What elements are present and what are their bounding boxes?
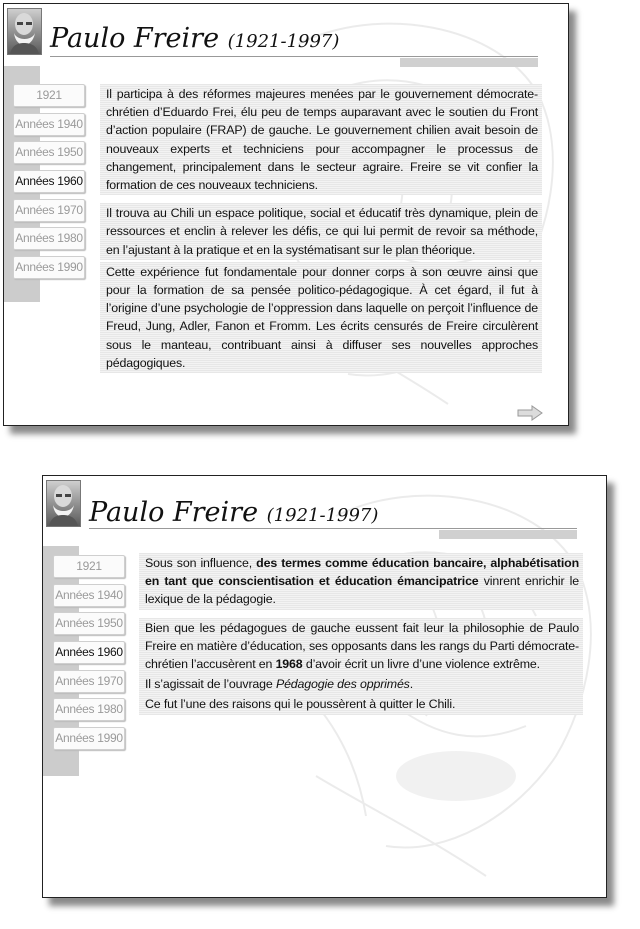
- p3-suffix: .: [409, 677, 414, 692]
- tab-1960s[interactable]: Années 1960: [13, 170, 85, 193]
- page-title: [50, 23, 339, 54]
- tab-1950s[interactable]: Années 1950: [53, 612, 125, 635]
- tab-1921[interactable]: 1921: [53, 555, 125, 578]
- main-content: [100, 84, 542, 373]
- book-title: Pédagogie des opprimés: [275, 677, 410, 692]
- tab-1950s[interactable]: Années 1950: [13, 141, 85, 164]
- tab-1960s[interactable]: Années 1960: [53, 641, 125, 664]
- screen-2: [42, 475, 607, 898]
- title-years: (1921-1997): [227, 31, 340, 52]
- decade-tabs: [53, 555, 125, 756]
- tab-1970s[interactable]: Années 1970: [53, 670, 125, 693]
- p3-prefix: Il s’agissait de l’ouvrage: [145, 677, 276, 692]
- p2-year: 1968: [275, 657, 303, 672]
- paragraph-1: Il participa à des réformes majeures menées par le gouvernement démocrate-chrétien d’Eduardo Frei, élu peu de temps auparavant avec le soutien du Front d’action populaire (FRAP) de gauche. Le gouvernement chilien avait besoin de nouveaux experts et techniciens pour accompagner le processus de changement, principalement dans le secteur agraire. Freire se vit confier la formation de ces nouveaux techniciens.: [100, 84, 542, 195]
- paragraph-3: Cette expérience fut fondamentale pour donner corps à son œuvre ainsi que pour la formation de sa pensée politico-pédagogique. À cet égard, il fut à l’origine d’une psychologie de l’oppression dans laquelle on perçoit l’influence de Freud, Jung, Adler, Fanon et Fromm. Les écrits censurés de Freire circulèrent sous le manteau, contribuant ainsi à diffuser ses nouvelles approches pédagogiques.: [100, 262, 542, 373]
- tab-1940s[interactable]: Années 1940: [13, 113, 85, 136]
- paragraph-2: Il trouva au Chili un espace politique, social et éducatif très dynamique, plein de ressources et enclin à relever les défis, ce qui lui permit de revoir sa méthode, en l’ajustant à la pratique et en la systématisant sur le plan théorique.: [100, 203, 542, 260]
- freire-portrait-thumbnail: [7, 8, 42, 55]
- title-name: Paulo Freire: [89, 497, 259, 528]
- p2-prefix: Bien que les pédagogues de gauche eussent fait leur la philosophie de Paulo Freire en matière d’éducation, ses opposants dans les rangs du Parti démocrate-chrétien l’accusèrent en: [145, 620, 579, 672]
- tab-1990s[interactable]: Années 1990: [13, 256, 85, 279]
- tab-1980s[interactable]: Années 1980: [13, 227, 85, 250]
- paragraph-1: [139, 553, 583, 610]
- p1-prefix: Sous son influence,: [145, 556, 257, 570]
- title-name: Paulo Freire: [50, 23, 220, 54]
- freire-portrait-thumbnail: [46, 480, 81, 527]
- tab-1921[interactable]: 1921: [13, 84, 85, 107]
- title-years: (1921-1997): [266, 505, 379, 526]
- p1-suffix: vinrent enrichir le lexique de la pédagogie.: [145, 574, 579, 607]
- page-title: [89, 497, 378, 528]
- tab-1970s[interactable]: Années 1970: [13, 199, 85, 222]
- decade-tabs: [13, 84, 85, 285]
- paragraph-3: [139, 674, 583, 694]
- paragraph-2: [139, 618, 583, 675]
- tab-1940s[interactable]: Années 1940: [53, 584, 125, 607]
- right-arrow-icon[interactable]: [517, 405, 543, 421]
- title-divider: [89, 528, 577, 529]
- paragraph-4: Ce fut l’une des raisons qui le poussèrent à quitter le Chili.: [139, 694, 583, 714]
- p2-suffix: d’avoir écrit un livre d’une violence extrême.: [302, 657, 540, 672]
- tab-1990s[interactable]: Années 1990: [53, 727, 125, 750]
- main-content: [139, 553, 583, 723]
- p1-emphasis: des termes comme éducation bancaire, alphabétisation en tant que conscientisation et éducation émancipatrice: [145, 556, 580, 589]
- tab-1980s[interactable]: Années 1980: [53, 698, 125, 721]
- title-divider: [50, 56, 538, 57]
- screen-1: [3, 3, 569, 426]
- title-accent-bar: [400, 58, 538, 67]
- title-accent-bar: [439, 530, 577, 539]
